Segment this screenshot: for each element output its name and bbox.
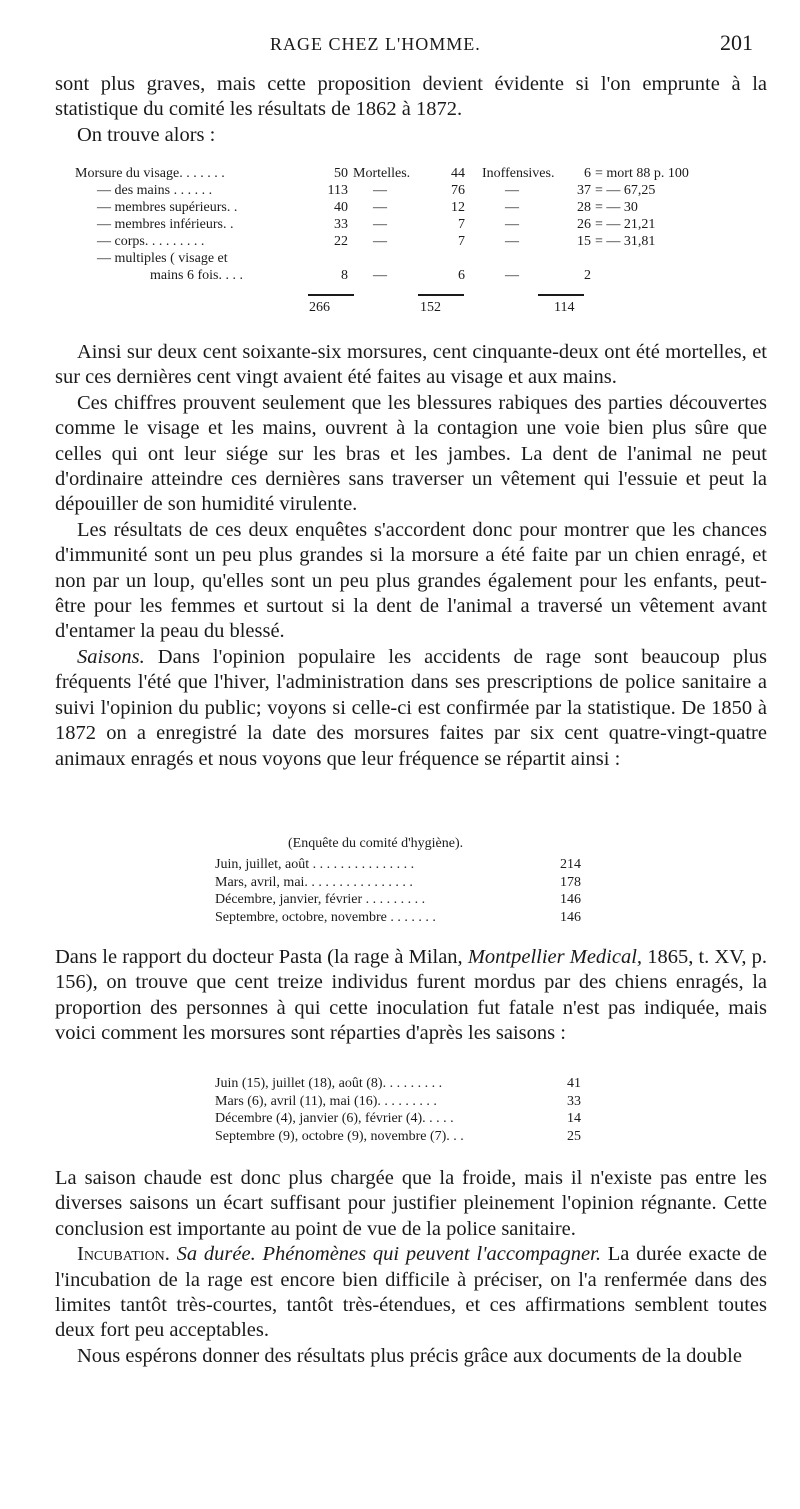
inoffensives-label: — [505,217,519,232]
mortelles-label: — [373,200,387,215]
table-row [75,165,715,182]
season-label: Juin (15), juillet (18), août (8). . . . . . . . . [215,1076,443,1091]
sum-rule [538,294,584,296]
table-row [215,1110,581,1128]
inoffensives-label: — [505,234,519,249]
paragraph-text: Dans l'opinion populaire les accidents de rage sont beaucoup plus fréquents l'été que l'hiver, l'administration dans ses prescriptions de police sanitaire a suivi l'opinion du public; voyons si celle-ci est confirmée par la statistique. De 1850 à 1872 on a enregistré la date des morsures faites par six cent quatre-vingt-quatre animaux enragés et nous voyons que leur fréquence se répartit ainsi : [55,645,767,770]
season-label: Septembre, octobre, novembre . . . . . . . [215,909,436,925]
table-row [215,1093,581,1111]
body-text-2 [55,945,767,1047]
row-total: 33 [334,217,348,232]
season-label: Septembre (9), octobre (9), novembre (7). . . [215,1128,464,1144]
inoffensives-label: Inoffensives. [482,166,555,181]
mortelles-label: — [373,183,387,198]
row-label: Morsure du visage. . . . . . . [75,166,225,181]
inoffensives-label: — [505,200,519,215]
row-total: 113 [327,183,348,198]
table-row [215,1075,581,1093]
bites-sums-row [75,300,715,320]
row-percentage: = — 67,25 [595,183,656,198]
row-inoffensives: 37 [577,183,591,198]
sum-mortelles: 152 [420,300,441,315]
season-value: 214 [560,857,581,872]
sum-inoffensives: 114 [554,300,575,315]
row-total: 40 [334,200,348,215]
season-label: Mars (6), avril (11), mai (16). . . . . . . . . [215,1093,437,1109]
season-table-1 [215,856,581,926]
section-lead: Saisons. [77,645,145,668]
body-text-1 [55,340,767,772]
mortelles-label: — [373,268,387,283]
mortelles-label: Mortelles. [353,166,411,181]
row-mortelles: 7 [458,217,465,232]
row-percentage: = — 31,81 [595,234,656,249]
table-row [215,1128,581,1146]
sum-total: 266 [309,300,330,315]
table-row [75,199,715,216]
table-row [215,909,581,927]
inoffensives-label: — [505,268,519,283]
table-row [75,250,715,267]
row-mortelles: 76 [451,183,465,198]
running-head: RAGE CHEZ L'HOMME. [270,34,481,54]
season-table-caption: (Enquête du comité d'hygiène). [288,836,464,851]
sum-rule [418,294,464,296]
table-row [75,267,715,284]
row-inoffensives: 2 [584,268,591,283]
sum-rule [308,294,354,296]
row-mortelles: 6 [458,268,465,283]
row-label: — membres inférieurs. . [97,217,234,232]
paragraph-text: 1865, t. XV, p. 156), on trouve que cent treize individus furent mordus par des chiens enragés, la proportion des personnes à qui cette inoculation fut fatale n'est pas indiquée, mais voici comment les morsures sont réparties d'après les saisons : [55,946,768,1045]
table-row [75,182,715,199]
season-label: Décembre (4), janvier (6), février (4). . . . . [215,1111,454,1126]
intro-block [55,72,767,148]
row-percentage: = — 30 [595,200,638,215]
row-label: — corps. . . . . . . . . [97,234,205,249]
row-label: — membres supérieurs. . [97,200,238,215]
row-total: 50 [334,166,348,181]
row-inoffensives: 15 [577,234,591,249]
row-label: mains 6 fois. . . . [150,268,243,283]
table-row [215,856,581,874]
season-value: 178 [560,874,581,890]
paragraph [55,645,767,772]
page-number: 201 [720,30,753,55]
season-value: 14 [567,1111,581,1126]
row-label: — multiples ( visage et [97,251,228,266]
season-value: 146 [560,892,581,907]
paragraph [55,945,767,1047]
season-value: 33 [567,1093,581,1109]
row-mortelles: 7 [458,234,465,249]
season-label: Décembre, janvier, février . . . . . . . . . [215,892,426,907]
paragraph [55,1242,767,1344]
row-percentage: = — 21,21 [595,217,656,232]
season-value: 146 [560,909,581,925]
row-mortelles: 12 [451,200,465,215]
paragraph-text: Dans le rapport du docteur Pasta (la rage à Milan, [55,946,463,968]
row-total: 8 [341,268,348,283]
paragraph: Les résultats de ces deux enquêtes s'accordent donc pour montrer que les chances d'immunité sont un peu plus grandes si la morsure a été faite par un chien enragé, et non par un loup, qu'elles sont un peu plus grandes également pour les enfants, peut-être pour les femmes et surtout si la dent de l'animal a traversé un vêtement avant d'entamer la peau du blessé. [55,518,767,643]
paragraph: Ces chiffres prouvent seulement que les blessures rabiques des parties découvertes comme le visage et les mains, ouvrent à la contagion une voie bien plus sûre que celles qui ont leur siége sur les bras et les jambes. La dent de l'animal ne peut d'ordinaire atteindre ces dernières sans traverser un vêtement qui l'essuie et peut la dépouiller de son humidité virulente. [55,391,767,516]
paragraph: Nous espérons donner des résultats plus précis grâce aux documents de la double [77,1344,742,1367]
row-label: — des mains . . . . . . [97,183,213,198]
paragraph: La saison chaude est donc plus chargée que la froide, mais il n'existe pas entre les diverses saisons un écart suffisant pour justifier pleinement l'opinion régnante. Cette conclusion est importante au point de vue de la police sanitaire. [55,1167,767,1240]
section-lead: Incubation. [77,1243,170,1266]
table-row [215,874,581,892]
bites-table [75,165,715,284]
mortelles-label: — [373,234,387,249]
row-total: 22 [334,234,348,249]
season-value: 41 [567,1076,581,1091]
table-row [75,216,715,233]
row-inoffensives: 26 [577,217,591,232]
section-subtitle: Sa durée. Phénomènes qui peuvent l'accompagner. [176,1243,601,1266]
row-inoffensives: 6 [584,166,591,181]
row-mortelles: 44 [451,166,465,181]
season-table-2 [215,1075,581,1145]
table-row [215,891,581,909]
journal-title: Montpellier Medical, [467,946,643,968]
intro-lead: On trouve alors : [77,123,216,146]
row-inoffensives: 28 [577,200,591,215]
intro-paragraph: sont plus graves, mais cette proposition devient évidente si l'on emprunte à la statistique du comité les résultats de 1862 à 1872. [55,73,767,121]
inoffensives-label: — [505,183,519,198]
season-label: Juin, juillet, août . . . . . . . . . . . . . . . [215,857,415,872]
paragraph: Ainsi sur deux cent soixante-six morsures, cent cinquante-deux ont été mortelles, et sur ces dernières cent vingt avaient été faites au visage et aux mains. [55,341,767,389]
table-row [75,233,715,250]
season-label: Mars, avril, mai. . . . . . . . . . . . . . . . [215,874,413,890]
paragraph-text: La durée exacte de l'incubation de la rage est encore bien difficile à préciser, on l'a renfermée dans des limites tantôt très-courtes, tantôt très-étendues, et ces affirmations semblent toutes deux fort peu acceptables. [55,1243,767,1342]
season-value: 25 [567,1128,581,1144]
row-percentage: = mort 88 p. 100 [595,166,689,181]
mortelles-label: — [373,217,387,232]
body-text-3 [55,1166,767,1369]
